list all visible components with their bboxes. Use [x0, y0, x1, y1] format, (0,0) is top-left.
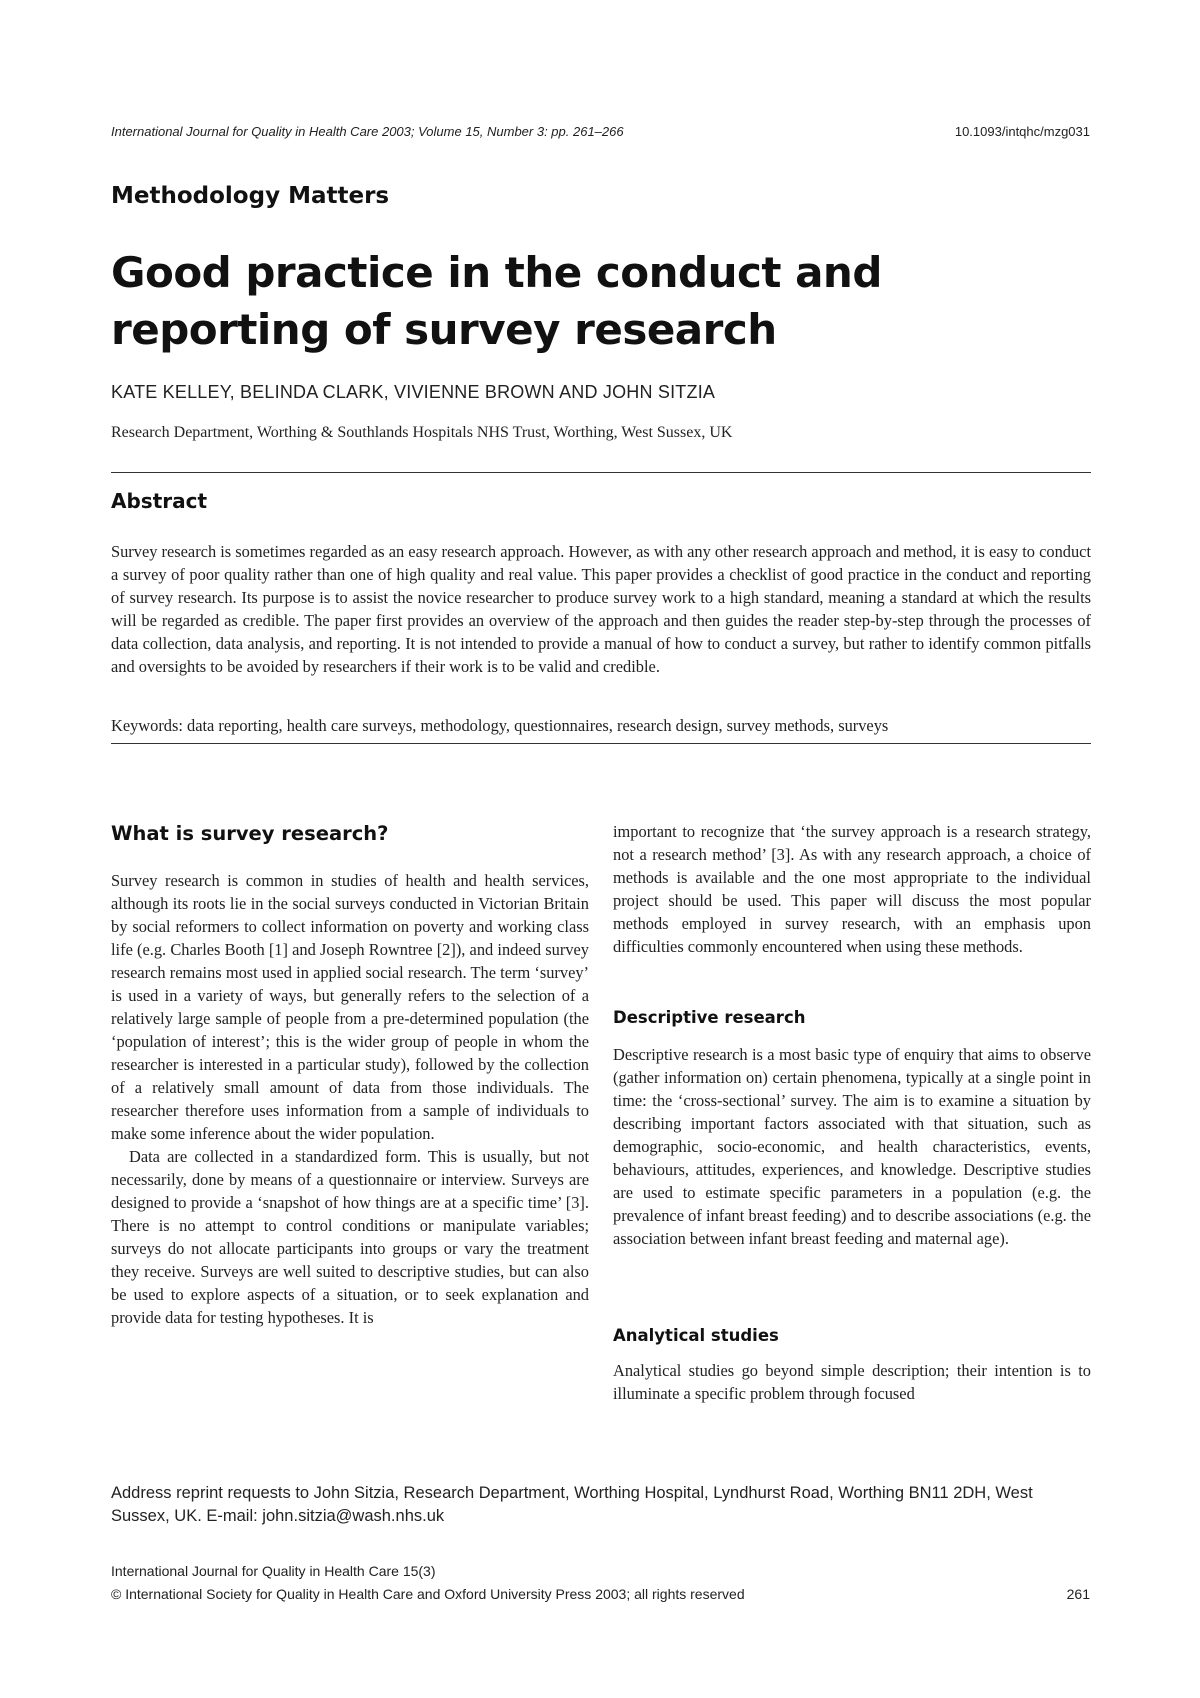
authors: KATE KELLEY, BELINDA CLARK, VIVIENNE BROWN AND JOHN SITZIA: [111, 382, 716, 402]
abstract-heading: Abstract: [111, 489, 208, 513]
top-divider: [111, 472, 1091, 473]
paragraph: Survey research is common in studies of health and health services, although its roots lie in the social surveys conducted in Victorian Britain by social reformers to collect information on poverty and working class life (e.g. Charles Booth [1] and Joseph Rowntree [2]), and indeed survey research remains most used in applied social research. The term ‘survey’ is used in a variety of ways, but generally refers to the selection of a relatively large sample of people from a pre-determined population (the ‘population of interest’; this is the wider group of people in whom the researcher is interested in a particular study), followed by the collection of a relatively small amount of data from those individuals. The researcher therefore uses information from a sample of individuals to make some inference about the wider population.: [111, 871, 589, 1143]
paragraph: Descriptive research is a most basic type of enquiry that aims to observe (gather information on) certain phenomena, typically at a single point in time: the ‘cross-sectional’ survey. The aim is to examine a situation by describing important factors associated with that situation, such as demographic, socio-economic, and health characteristics, events, behaviours, attitudes, experiences, and knowledge. Descriptive studies are used to estimate specific parameters in a population (e.g. the prevalence of infant breast feeding) and to describe associations (e.g. the association between infant breast feeding and maternal age).: [613, 1045, 1091, 1248]
section-label: Methodology Matters: [111, 183, 390, 209]
affiliation: Research Department, Worthing & Southlands Hospitals NHS Trust, Worthing, West Sussex, UK: [111, 424, 733, 441]
footer-journal: International Journal for Quality in Health Care 15(3): [111, 1563, 436, 1579]
title-line-1: Good practice in the conduct and: [111, 248, 882, 297]
paragraph: important to recognize that ‘the survey approach is a research strategy, not a research method’ [3]. As with any research approach, a choice of methods is available and the one most appropriate to the individual project should be used. This paper will discuss the most popular methods employed in survey research, with an emphasis upon difficulties commonly encountered when using these methods.: [613, 822, 1091, 956]
title-line-2: reporting of survey research: [111, 305, 777, 354]
running-header-citation: International Journal for Quality in Health Care 2003; Volume 15, Number 3: pp. 261–266: [111, 124, 624, 139]
paragraph: Analytical studies go beyond simple description; their intention is to illuminate a specific problem through focused: [613, 1361, 1091, 1403]
analytical-studies-body: [613, 1359, 1091, 1405]
footer-copyright: © International Society for Quality in Health Care and Oxford University Press 2003; all rights reserved: [111, 1586, 745, 1602]
subheading-descriptive-research: Descriptive research: [613, 1008, 806, 1027]
page-number: 261: [1066, 1586, 1090, 1602]
subheading-analytical-studies: Analytical studies: [613, 1326, 779, 1345]
section-heading-what-is-survey-research: What is survey research?: [111, 822, 389, 845]
descriptive-research-body: [613, 1043, 1091, 1250]
running-header-doi: 10.1093/intqhc/mzg031: [954, 124, 1090, 139]
keywords: Keywords: data reporting, health care surveys, methodology, questionnaires, research design, survey methods, surveys: [111, 716, 889, 735]
article-title: [111, 244, 1011, 358]
reprint-address: Address reprint requests to John Sitzia, Research Department, Worthing Hospital, Lyndhurst Road, Worthing BN11 2DH, West Sussex, UK. E-mail: john.sitzia@wash.nhs.uk: [111, 1484, 1033, 1525]
abstract-divider: [111, 743, 1091, 744]
right-column-continuation: [613, 820, 1091, 958]
paragraph: Data are collected in a standardized form. This is usually, but not necessarily, done by means of a questionnaire or interview. Surveys are designed to provide a ‘snapshot of how things are at a specific time’ [3]. There is no attempt to control conditions or manipulate variables; surveys do not allocate participants into groups or vary the treatment they receive. Surveys are well suited to descriptive studies, but can also be used to explore aspects of a situation, or to seek explanation and provide data for testing hypotheses. It is: [111, 1147, 589, 1327]
left-column-body: [111, 869, 589, 1329]
abstract-text: Survey research is sometimes regarded as an easy research approach. However, as with any other research approach and method, it is easy to conduct a survey of poor quality rather than one of high quality and real value. This paper provides a checklist of good practice in the conduct and reporting of survey research. Its purpose is to assist the novice researcher to produce survey work to a high standard, meaning a standard at which the results will be regarded as credible. The paper first provides an overview of the approach and then guides the reader step-by-step through the processes of data collection, data analysis, and reporting. It is not intended to provide a manual of how to conduct a survey, but rather to identify common pitfalls and oversights to be avoided by researchers if their work is to be valid and credible.: [111, 542, 1091, 676]
